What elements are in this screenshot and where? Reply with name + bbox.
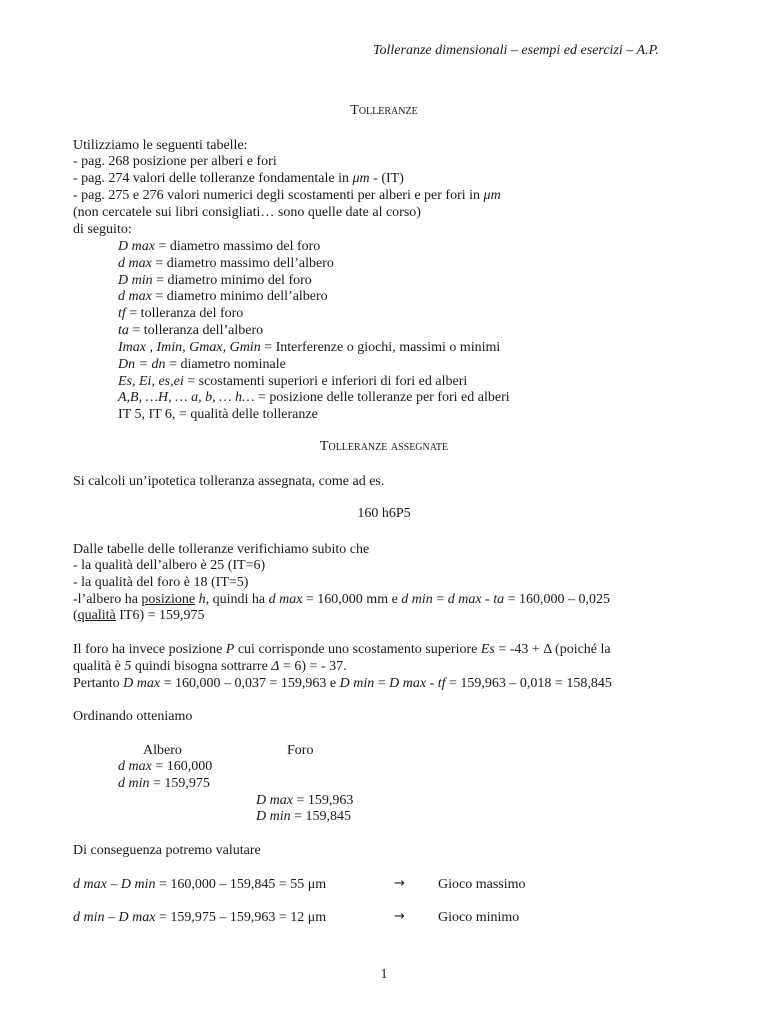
intro-item-1: - pag. 268 posizione per alberi e fori bbox=[73, 154, 277, 169]
page-number: 1 bbox=[380, 967, 388, 982]
pertanto-line: Pertanto D max = 160,000 – 0,037 = 159,963 e D min = D max - tf = 159,963 – 0,018 = 158,845 bbox=[73, 676, 612, 691]
running-header: Tolleranze dimensionali – esempi ed esercizi – A.P. bbox=[373, 43, 659, 58]
intro-item-2: - pag. 274 valori delle tolleranze fondamentale in μm - (IT) bbox=[73, 171, 404, 186]
column-header-foro: Foro bbox=[287, 743, 314, 758]
section-intro: Si calcoli un’ipotetica tolleranza assegnata, come ad es. bbox=[73, 474, 385, 489]
foro-Dmin: D min = 159,845 bbox=[256, 809, 352, 824]
definition-row: ta = tolleranza dell’albero bbox=[118, 323, 264, 338]
foro-Dmax: D max = 159,963 bbox=[256, 793, 354, 808]
page-title: Tolleranze bbox=[350, 103, 418, 118]
albero-line-2: (qualità IT6) = 159,975 bbox=[73, 608, 205, 623]
definition-row: d max = diametro minimo dell’albero bbox=[118, 289, 328, 304]
definition-row: D max = diametro massimo del foro bbox=[118, 239, 321, 254]
column-header-albero: Albero bbox=[143, 743, 182, 758]
definition-row: tf = tolleranza del foro bbox=[118, 306, 244, 321]
foro-line-2: qualità è 5 quindi bisogna sottrarre Δ = 6) = - 37. bbox=[73, 659, 347, 674]
intro-lead: Utilizziamo le seguenti tabelle: bbox=[73, 138, 248, 153]
check-item: - la qualità del foro è 18 (IT=5) bbox=[73, 575, 249, 590]
definition-row: d max = diametro massimo dell’albero bbox=[118, 256, 334, 271]
gioco-massimo-formula: d max – D min = 160,000 – 159,845 = 55 μm bbox=[73, 877, 327, 892]
albero-dmin: d min = 159,975 bbox=[118, 776, 210, 791]
check-item: - la qualità dell’albero è 25 (IT=6) bbox=[73, 558, 266, 573]
albero-dmax: d max = 160,000 bbox=[118, 759, 213, 774]
gioco-minimo-formula: d min – D max = 159,975 – 159,963 = 12 μm bbox=[73, 910, 327, 925]
conseguenza-line: Di conseguenza potremo valutare bbox=[73, 843, 261, 858]
ordinando-line: Ordinando otteniamo bbox=[73, 709, 193, 724]
arrow-right-icon: → bbox=[394, 909, 405, 924]
definition-row: IT 5, IT 6, = qualità delle tolleranze bbox=[118, 407, 318, 422]
intro-note: (non cercatele sui libri consigliati… sono quelle date al corso) bbox=[73, 205, 421, 220]
definition-row: Es, Ei, es,ei = scostamenti superiori e inferiori di fori ed alberi bbox=[118, 374, 468, 389]
definition-row: D min = diametro minimo del foro bbox=[118, 273, 312, 288]
tolerance-code: 160 h6P5 bbox=[357, 506, 411, 521]
definition-row: Dn = dn = diametro nominale bbox=[118, 357, 286, 372]
gioco-massimo-label: Gioco massimo bbox=[438, 877, 526, 892]
definition-row: Imax , Imin, Gmax, Gmin = Interferenze o giochi, massimi o minimi bbox=[118, 340, 501, 355]
intro-followup: di seguito: bbox=[73, 222, 132, 237]
check-lead: Dalle tabelle delle tolleranze verifichiamo subito che bbox=[73, 542, 370, 557]
section-title: Tolleranze assegnate bbox=[319, 439, 449, 454]
foro-line-1: Il foro ha invece posizione P cui corrisponde uno scostamento superiore Es = -43 + Δ (poiché la bbox=[73, 642, 611, 657]
intro-item-3: - pag. 275 e 276 valori numerici degli scostamenti per alberi e per fori in μm bbox=[73, 188, 501, 203]
albero-line-1: -l’albero ha posizione h, quindi ha d max = 160,000 mm e d min = d max - ta = 160,000 – 0,025 bbox=[73, 592, 610, 607]
gioco-minimo-label: Gioco minimo bbox=[438, 910, 520, 925]
arrow-right-icon: → bbox=[394, 876, 405, 891]
definition-row: A,B, …H, … a, b, … h… = posizione delle tolleranze per fori ed alberi bbox=[118, 390, 510, 405]
